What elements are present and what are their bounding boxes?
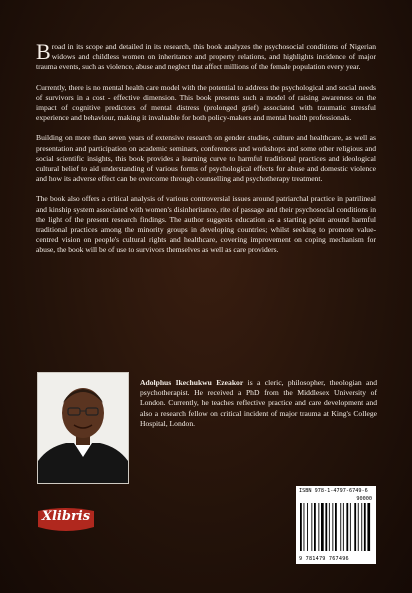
barcode-digits: 9 781479 767496	[299, 556, 349, 562]
publisher-logo-text: Xlibris	[41, 509, 91, 524]
blurb-paragraph-4: The book also offers a critical analysis of various controversial issues around patriarchal practice in patrilineal and kinship system associated with women's disinheritance, rite of passage and their psychosocial conditions in the light of the present research findings. The author suggests education as a starting point around harmful traditional practices among the minority groups in developing countries; whilst seeking to promote value-centred vision on people's cultural rights and healthcare, covering improvement on coping mechanism for abuse, the book will be of use to survivors themselves as well as care providers.	[36, 194, 376, 255]
author-bio-text: is a cleric, philosopher, theologian and psychotherapist. He received a PhD from the Middlesex University of London. Currently, he teaches reflective practice and care development and also a research fellow on critical incident of major trauma at King's College Hospital, London.	[140, 378, 377, 428]
price-code: 90000	[356, 496, 372, 502]
blurb-text	[36, 39, 376, 266]
blurb-paragraph-1: Broad in its scope and detailed in its research, this book analyzes the psychosocial conditions of Nigerian widows and childless women on inheritance and property relations, and highlights incidence of major trauma events, such as violence, abuse and neglect that affect millions of the female population every year.	[36, 39, 376, 72]
barcode-bars	[300, 503, 372, 551]
author-name: Adolphus Ikechukwu Ezeakor	[140, 378, 244, 387]
author-photo	[37, 372, 129, 484]
publisher-logo	[34, 507, 98, 533]
blurb-paragraph-2: Currently, there is no mental health care model with the potential to address the psychological and social needs of survivors in a cost - effective dimension. This book presents such a model of raising awareness on the impact of cognitive predictors of mental distress (prolonged grief) associated with traumatic stressful experience and behaviour, making it invaluable for both policy-makers and mental health professionals.	[36, 82, 376, 123]
blurb-paragraph-3: Building on more than seven years of extensive research on gender studies, culture and healthcare, as well as presentation and participation on academic seminars, conferences and workshops and some other religious and social scientific insights, this book provides a learning curve to harmful traditional practices and ideological cultural belief to aid understanding of various forms of psychological effects for abuse and domestic violence and how its adverse effect can be overcome through counselling and psychotherapy treatment.	[36, 133, 376, 184]
author-bio	[140, 378, 377, 429]
isbn-barcode	[296, 486, 376, 564]
isbn-number: ISBN 978-1-4797-6749-6	[299, 488, 368, 494]
